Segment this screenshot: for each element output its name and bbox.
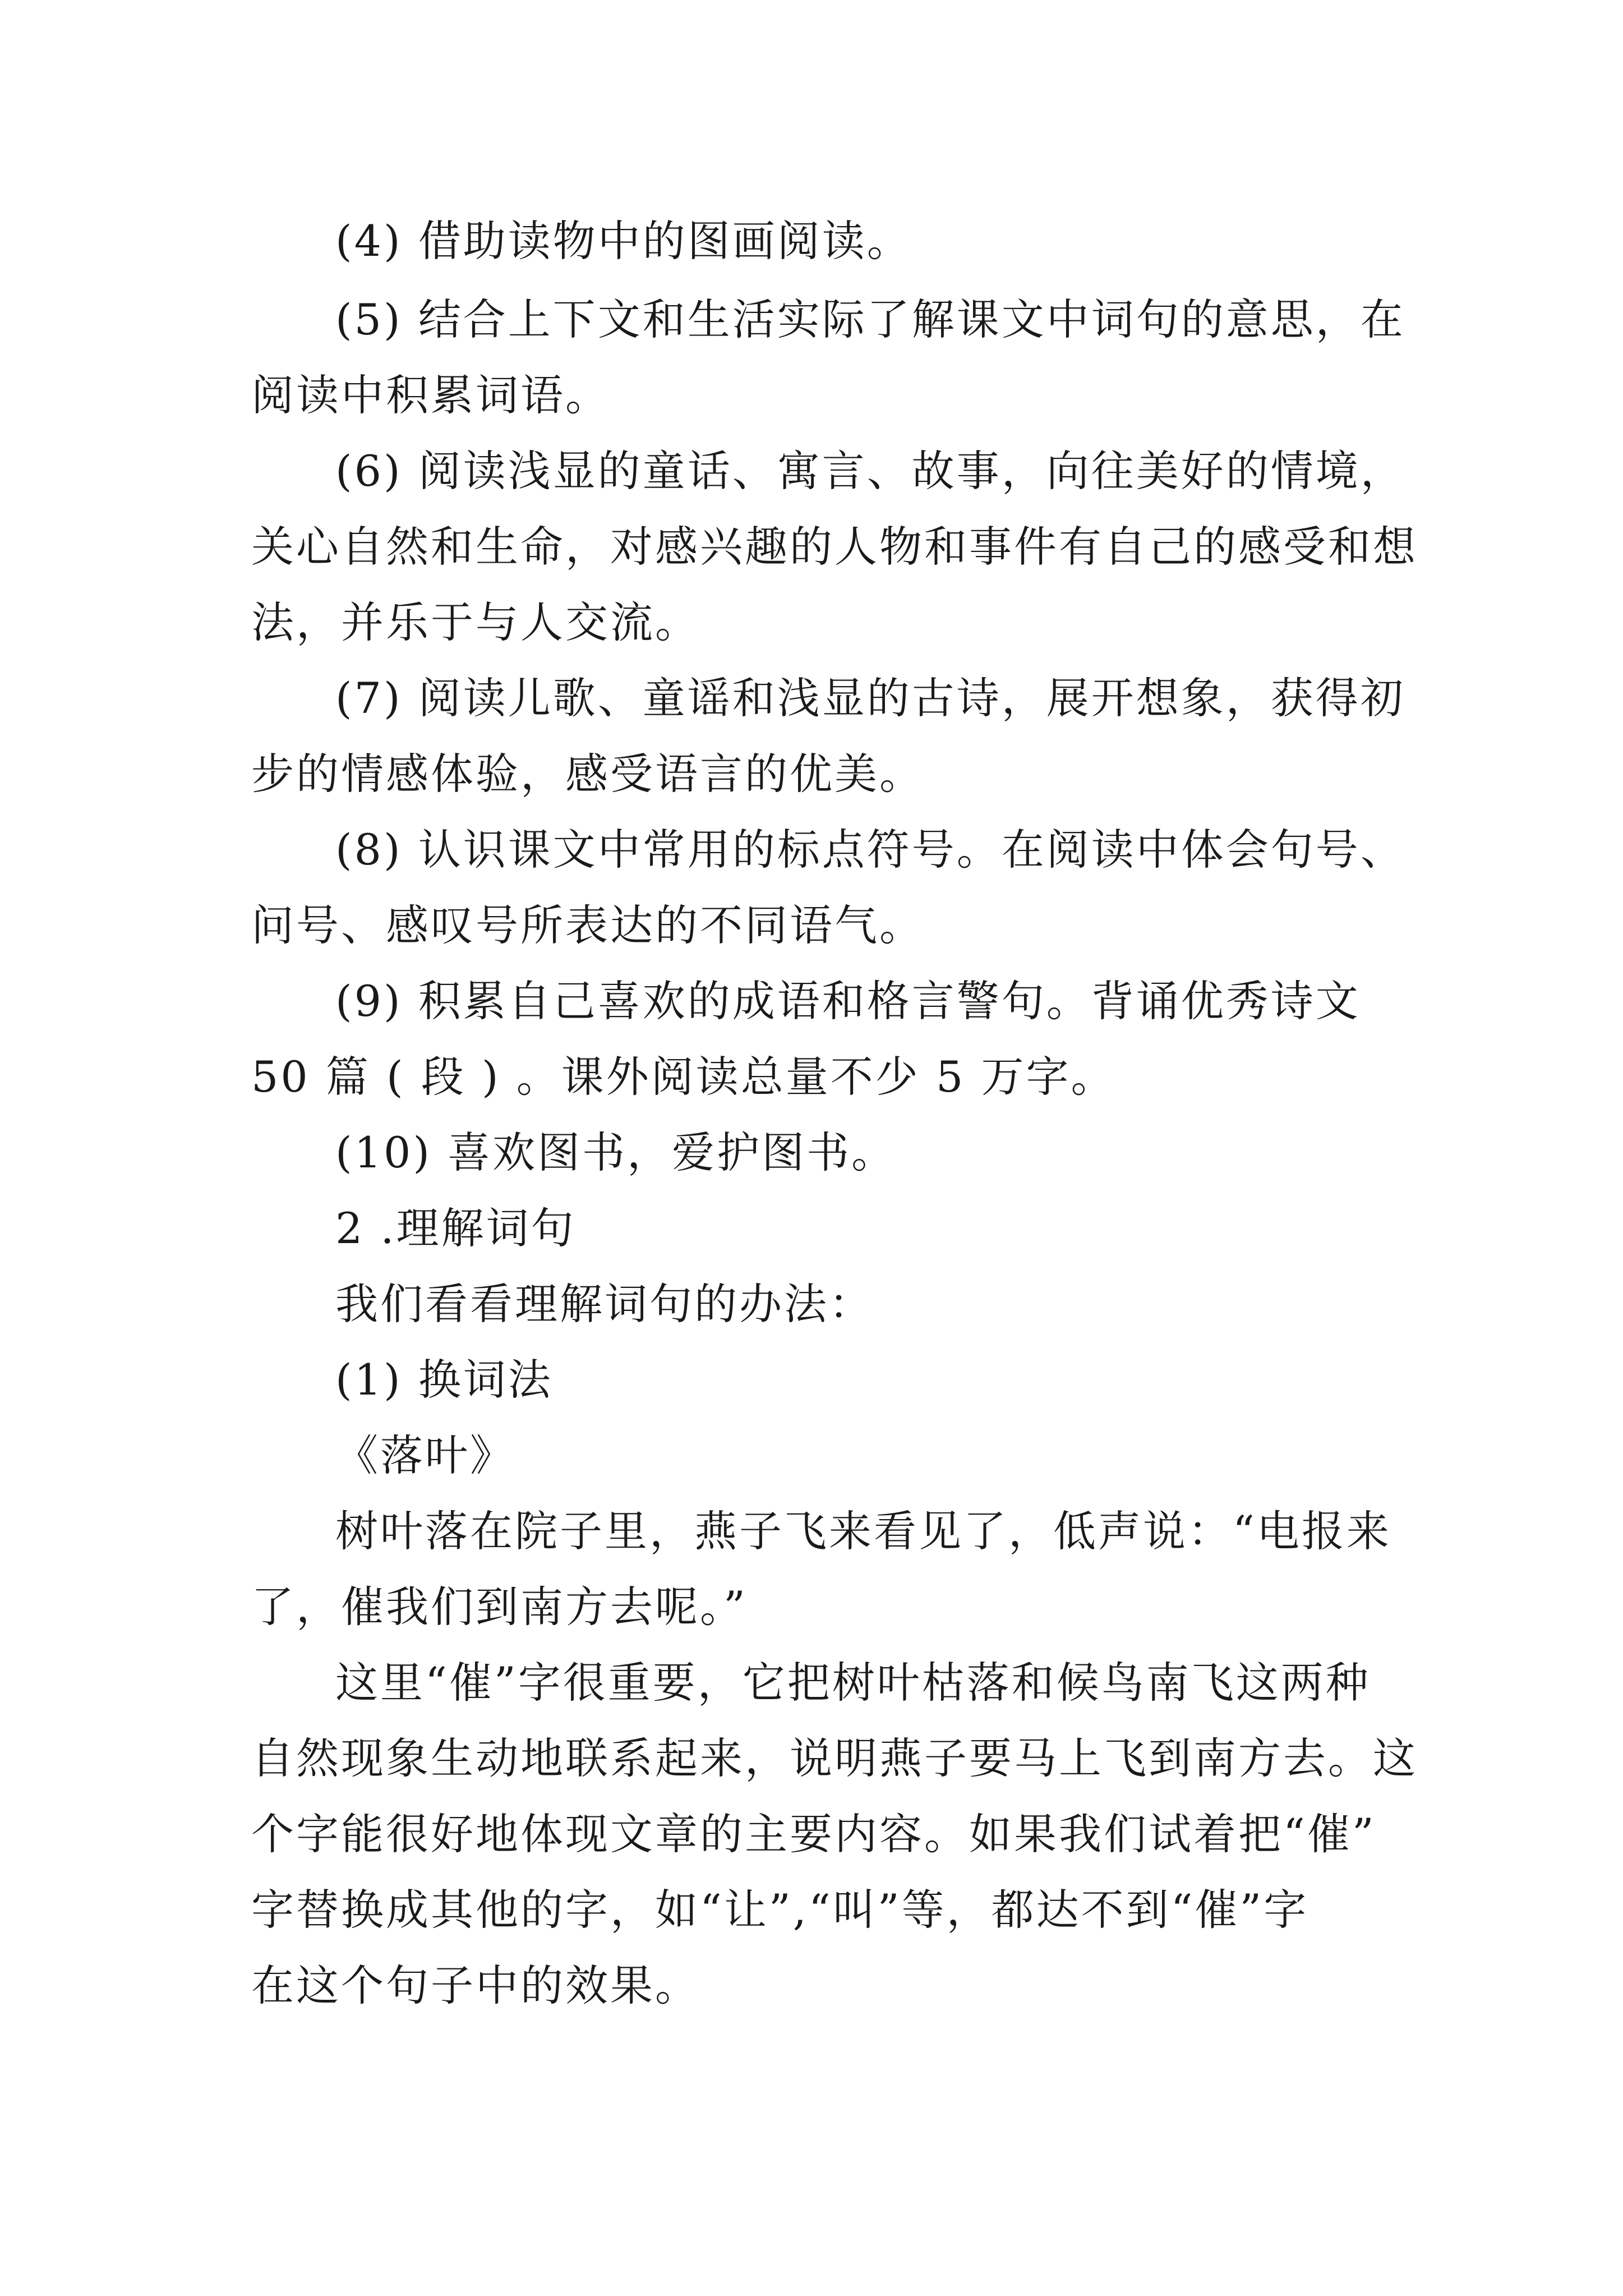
text-line-item-4: (4) 借助读物中的图画阅读。	[335, 216, 912, 266]
example-title: 《落叶》	[335, 1430, 515, 1480]
analysis-line-cont-1: 自然现象生动地联系起来，说明燕子要马上飞到南方去。这	[251, 1733, 1418, 1783]
analysis-line-end: 在这个句子中的效果。	[251, 1961, 700, 2010]
text-line-item-10: (10) 喜欢图书，爱护图书。	[335, 1128, 897, 1177]
text-line-item-8: (8) 认识课文中常用的标点符号。在阅读中体会句号、	[335, 825, 1405, 875]
analysis-line: 这里“催”字很重要，它把树叶枯落和候鸟南飞这两种	[335, 1658, 1371, 1708]
analysis-line-cont-3: 字替换成其他的字，如“让”,“叫”等，都达不到“催”字	[251, 1885, 1309, 1935]
text-line-item-6: (6) 阅读浅显的童话、寓言、故事，向往美好的情境，	[335, 446, 1405, 496]
subheading-method-1: (1) 换词法	[335, 1355, 553, 1405]
example-text-line-cont: 了，催我们到南方去呢。”	[251, 1582, 748, 1632]
example-text-line: 树叶落在院子里，燕子飞来看见了，低声说：“电报来	[335, 1506, 1391, 1556]
analysis-line-cont-2: 个字能很好地体现文章的主要内容。如果我们试着把“催”	[251, 1809, 1376, 1859]
text-line-item-6-cont: 关心自然和生命，对感兴趣的人物和事件有自己的感受和想	[251, 522, 1418, 572]
text-line-item-5: (5) 结合上下文和生活实际了解课文中词句的意思，在	[335, 295, 1405, 344]
text-line-item-7: (7) 阅读儿歌、童谣和浅显的古诗，展开想象，获得初	[335, 673, 1405, 723]
text-line-intro: 我们看看理解词句的办法：	[335, 1279, 874, 1329]
text-line-item-6-end: 法，并乐于与人交流。	[251, 597, 700, 647]
text-line-item-7-cont: 步的情感体验，感受语言的优美。	[251, 749, 924, 799]
text-line-item-9-cont: 50 篇 ( 段 ) 。课外阅读总量不少 5 万字。	[251, 1052, 1116, 1102]
text-line-item-8-cont: 问号、感叹号所表达的不同语气。	[251, 900, 924, 950]
text-line-item-9: (9) 积累自己喜欢的成语和格言警句。背诵优秀诗文	[335, 976, 1361, 1026]
section-heading: 2 .理解词句	[335, 1203, 576, 1253]
text-line-item-5-cont: 阅读中积累词语。	[251, 370, 610, 420]
